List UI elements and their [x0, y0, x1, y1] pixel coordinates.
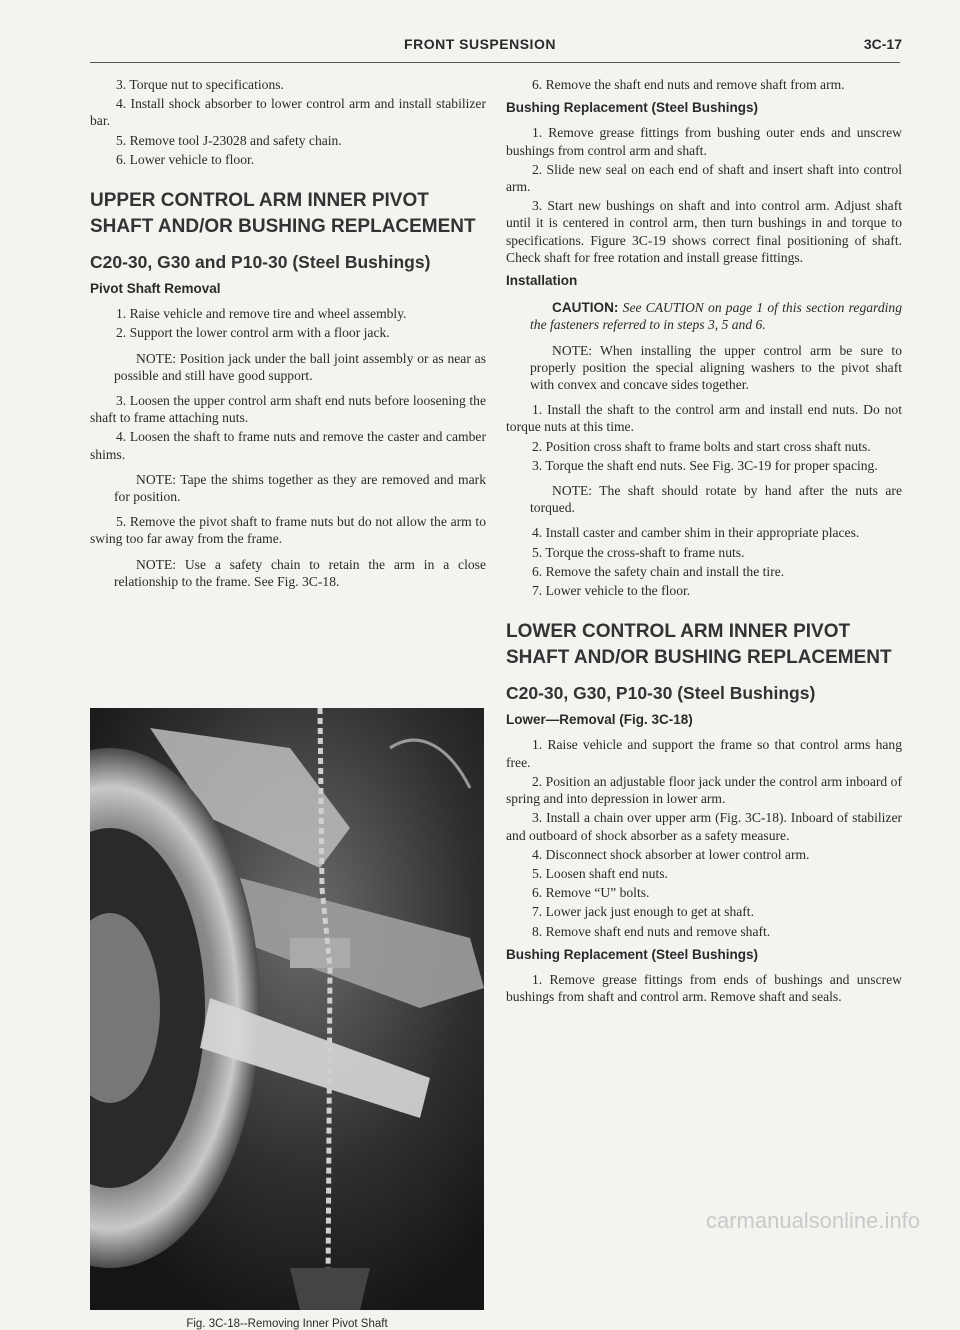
- step-text: 1. Install the shaft to the control arm and install end nuts. Do not torque nuts at this time.: [506, 402, 902, 435]
- right-column: [506, 76, 902, 1007]
- subsection-heading: C20-30, G30, P10-30 (Steel Bushings): [506, 683, 816, 704]
- subheading: Installation: [506, 273, 578, 289]
- step-text: 4. Install caster and camber shim in their appropriate places.: [532, 525, 860, 541]
- step-text: 3. Start new bushings on shaft and into control arm. Adjust shaft until it is centered in control arm, then turn bushings in and torque to specifications. Figure 3C-19 shows correct final positioning of shaft. Check shaft for free rotation and install grease fittings.: [506, 198, 902, 265]
- step-text: 5. Torque the cross-shaft to frame nuts.: [532, 544, 745, 560]
- subsection-heading: C20-30, G30 and P10-30 (Steel Bushings): [90, 252, 431, 273]
- step-text: 7. Lower vehicle to the floor.: [532, 583, 691, 599]
- watermark: carmanualsonline.info: [705, 1208, 920, 1233]
- step-text: 6. Remove the shaft end nuts and remove shaft from arm.: [532, 77, 845, 92]
- section-heading: LOWER CONTROL ARM INNER PIVOT SHAFT AND/OR BUSHING REPLACEMENT: [506, 621, 892, 669]
- step-text: 2. Position an adjustable floor jack under the control arm inboard of spring and into depression in lower arm.: [506, 773, 902, 807]
- step-text: 1. Raise vehicle and remove tire and wheel assembly.: [116, 306, 407, 322]
- step-text: 3. Loosen the upper control arm shaft end nuts before loosening the shaft to frame attaching nuts.: [90, 393, 486, 426]
- subheading: Bushing Replacement (Steel Bushings): [506, 946, 759, 962]
- step-text: 1. Remove grease fittings from ends of bushings and unscrew bushings from shaft and control arm. Remove shaft and seals.: [506, 971, 902, 1005]
- step-text: 5. Remove tool J-23028 and safety chain.: [116, 132, 342, 148]
- note-text: NOTE: The shaft should rotate by hand after the nuts are torqued.: [530, 483, 902, 516]
- page-number: 3C-17: [863, 36, 902, 52]
- note-text: NOTE: Use a safety chain to retain the arm in a close relationship to the frame. See Fig. 3C-18.: [114, 556, 486, 589]
- step-text: 2. Support the lower control arm with a floor jack.: [116, 325, 390, 341]
- figure-photo: [90, 708, 484, 1310]
- caution-body: See CAUTION on page 1 of this section regarding the fasteners referred to in steps 3, 5 and 6.: [530, 300, 902, 333]
- page-header-title: FRONT SUSPENSION: [404, 36, 556, 52]
- subheading: Pivot Shaft Removal: [90, 281, 221, 297]
- step-text: 1. Raise vehicle and support the frame so that control arms hang free.: [506, 737, 902, 770]
- step-text: 5. Loosen shaft end nuts.: [532, 865, 668, 881]
- note-text: NOTE: When installing the upper control arm be sure to properly position the special aligning washers to the pivot shaft with convex and concave sides together.: [530, 342, 902, 393]
- step-text: 6. Remove the safety chain and install the tire.: [532, 563, 785, 579]
- note-text: NOTE: Position jack under the ball joint assembly or as near as possible and still have good support.: [114, 350, 486, 383]
- step-text: 5. Remove the pivot shaft to frame nuts but do not allow the arm to swing too far away from the frame.: [90, 514, 486, 547]
- step-text: 3. Torque the shaft end nuts. See Fig. 3C-19 for proper spacing.: [532, 457, 878, 473]
- subheading: Lower—Removal (Fig. 3C-18): [506, 712, 693, 728]
- left-column: [90, 76, 486, 598]
- step-text: 2. Slide new seal on each end of shaft and insert shaft into control arm.: [506, 161, 902, 195]
- note-text: NOTE: Tape the shims together as they are removed and mark for position.: [114, 471, 486, 505]
- step-text: 4. Install shock absorber to lower control arm and install stabilizer bar.: [90, 96, 486, 129]
- header-rule: [90, 62, 900, 63]
- figure-caption: Fig. 3C-18--Removing Inner Pivot Shaft: [186, 1318, 388, 1330]
- step-text: 4. Loosen the shaft to frame nuts and remove the caster and camber shims.: [90, 429, 486, 462]
- step-text: 7. Lower jack just enough to get at shaft.: [532, 904, 754, 920]
- step-text: 2. Position cross shaft to frame bolts and start cross shaft nuts.: [532, 438, 871, 454]
- caution-label: CAUTION:: [552, 300, 619, 316]
- caution-text: [530, 299, 902, 333]
- step-text: 6. Remove “U” bolts.: [532, 885, 650, 901]
- step-text: 1. Remove grease fittings from bushing outer ends and unscrew bushings from control arm and shaft.: [506, 125, 902, 158]
- subheading: Bushing Replacement (Steel Bushings): [506, 100, 759, 116]
- section-heading: UPPER CONTROL ARM INNER PIVOT SHAFT AND/OR BUSHING REPLACEMENT: [90, 190, 476, 238]
- step-text: 3. Torque nut to specifications.: [116, 77, 284, 92]
- step-text: 3. Install a chain over upper arm (Fig. 3C-18). Inboard of stabilizer and outboard of shock absorber as a safety measure.: [506, 810, 902, 843]
- step-text: 4. Disconnect shock absorber at lower control arm.: [532, 846, 810, 862]
- step-text: 8. Remove shaft end nuts and remove shaft.: [532, 923, 771, 939]
- step-text: 6. Lower vehicle to floor.: [116, 151, 255, 167]
